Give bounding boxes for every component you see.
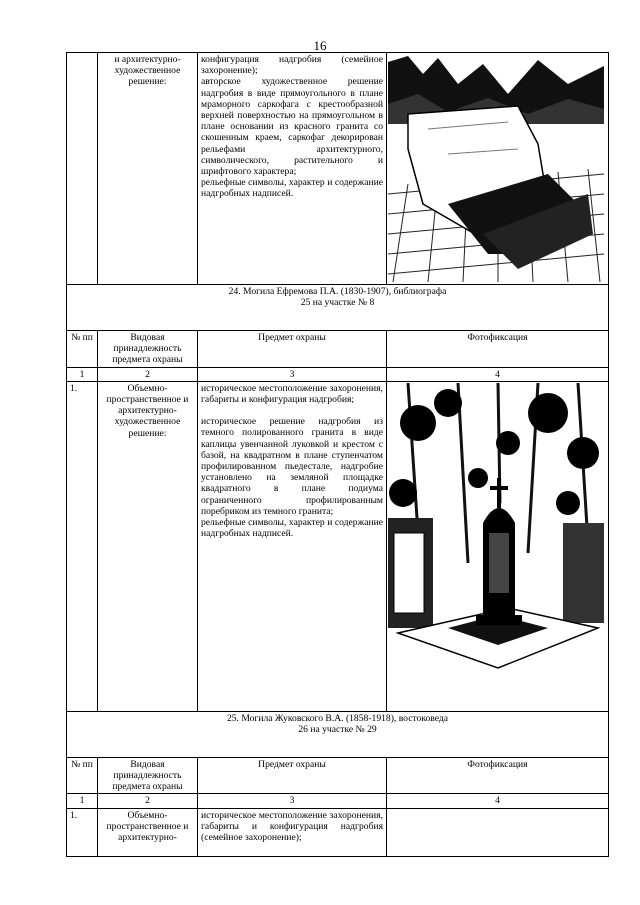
header-num: № пп <box>67 331 98 368</box>
header-type: Видовая принадлежность предмета охраны <box>98 757 198 794</box>
table-header-row <box>67 757 609 794</box>
column-number: 1 <box>67 367 98 381</box>
chapel-grave-photo <box>388 383 604 673</box>
column-number: 3 <box>198 367 387 381</box>
description-item: рельефные символы, характер и содержание надгробных надписей. <box>201 177 383 200</box>
table-row <box>67 808 609 856</box>
column-number: 2 <box>98 367 198 381</box>
description-item: рельефные символы, характер и содержание надгробных надписей. <box>201 517 383 540</box>
description-item: историческое местоположение захоронения, габариты и конфигурация надгробия (семейное захоронение); <box>201 809 383 844</box>
table-row <box>67 53 609 285</box>
description-item: историческое местоположение захоронения, габариты и конфигурация надгробия; <box>201 382 383 406</box>
section-title-line: 26 на участке № 29 <box>298 724 377 736</box>
protection-type-cell: Объемно-пространственное и архитектурно- <box>98 808 198 856</box>
header-subject: Предмет охраны <box>198 331 387 368</box>
photo-cell <box>387 381 609 711</box>
column-number-row <box>67 367 609 381</box>
column-number: 1 <box>67 794 98 808</box>
header-photo: Фотофиксация <box>387 757 609 794</box>
sarcophagus-photo <box>388 54 604 282</box>
section-title-line: 25. Могила Жуковского В.А. (1858-1918), востоковеда <box>226 712 449 724</box>
section-title <box>67 711 609 757</box>
column-number: 2 <box>98 794 198 808</box>
row-number-cell <box>67 53 98 285</box>
protection-subject-cell <box>198 808 387 856</box>
description-item: историческое решение надгробия из темного полированного гранита в виде каплицы увенчанной луковкой и крестом с базой, на квадратном в плане ступенчатом профилированном пьедестале, надгробие установлено на земляной площадке квадратного в плане подиума ограниченного профилированным поребриком из темного гранита; <box>201 416 383 517</box>
table-row <box>67 381 609 711</box>
photo-cell <box>387 53 609 285</box>
monument-table <box>66 52 609 857</box>
section-title-row <box>67 285 609 331</box>
row-number-cell: 1. <box>67 381 98 711</box>
column-number-row <box>67 794 609 808</box>
protection-type-cell: Объемно-пространственное и архитектурно-художественное решение: <box>98 381 198 711</box>
table-header-row <box>67 331 609 368</box>
photo-cell <box>387 808 609 856</box>
protection-type-cell: и архитектурно-художественное решение: <box>98 53 198 285</box>
header-subject: Предмет охраны <box>198 757 387 794</box>
row-number-cell: 1. <box>67 808 98 856</box>
protection-subject-cell <box>198 381 387 711</box>
section-title-row <box>67 711 609 757</box>
section-title <box>67 285 609 331</box>
protection-subject-cell <box>198 53 387 285</box>
column-number: 4 <box>387 794 609 808</box>
column-number: 3 <box>198 794 387 808</box>
description-item: авторское художественное решение надгробия в виде прямоугольного в плане мраморного саркофага с крестообразной верхней поверхностью на прямоугольном в плане основании из красного гранита со скошенным краем, саркофаг декорирован рельефами архитектурного, символического, растительного и шрифтового характера; <box>201 76 383 178</box>
section-title-line: 24. Могила Ефремова П.А. (1830-1907), библиографа <box>228 286 447 297</box>
header-num: № пп <box>67 757 98 794</box>
page-number: 16 <box>313 38 327 53</box>
section-title-line: 25 на участке № 8 <box>300 297 375 309</box>
description-item: конфигурация надгробия (семейное захоронение); <box>201 54 383 77</box>
column-number: 4 <box>387 367 609 381</box>
header-photo: Фотофиксация <box>387 331 609 368</box>
header-type: Видовая принадлежность предмета охраны <box>98 331 198 368</box>
